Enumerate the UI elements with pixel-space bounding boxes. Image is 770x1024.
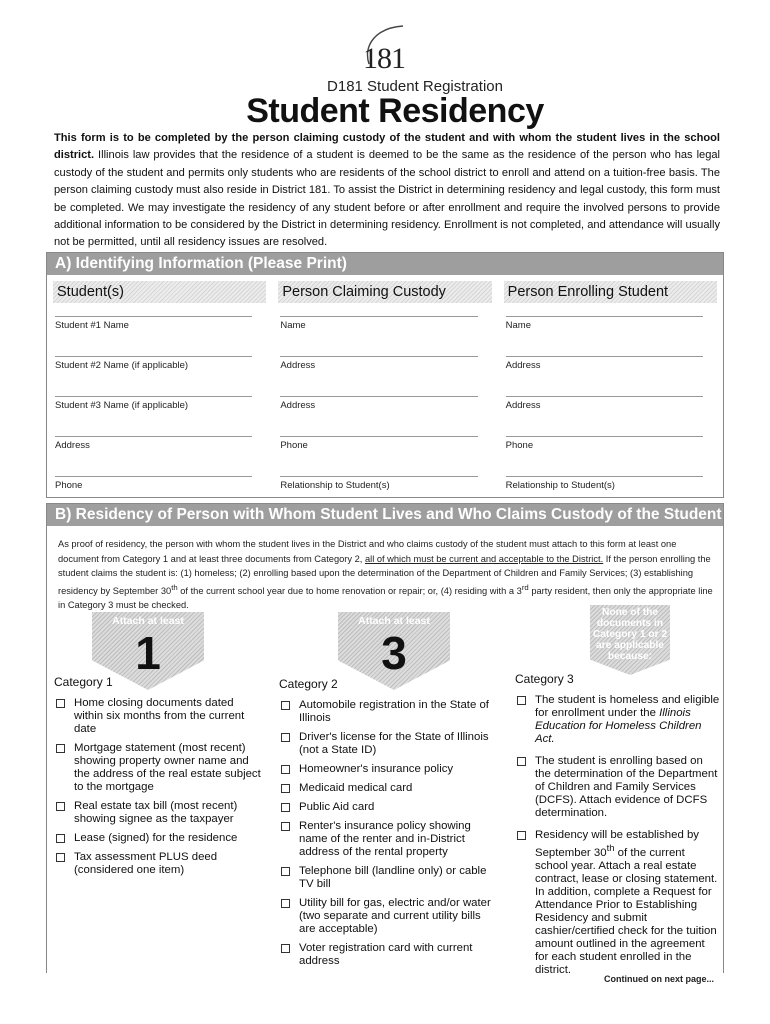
column-heading: Person Enrolling Student — [504, 281, 717, 303]
item-label: Utility bill for gas, electric and/or water (two separate and current utility bills are acceptable) — [299, 897, 491, 935]
list-item — [54, 851, 264, 877]
arrow-number: 3 — [381, 627, 407, 679]
list-item — [279, 801, 497, 814]
form-field[interactable] — [53, 307, 266, 347]
field-label: Relationship to Student(s) — [280, 480, 390, 491]
field-label: Name — [280, 320, 306, 331]
item-label — [535, 829, 720, 977]
column-heading: Person Claiming Custody — [278, 281, 491, 303]
form-field[interactable] — [278, 427, 491, 467]
item-label: The student is enrolling based on the determination of the Department of Children and Family Services (DCFS). Attach evidence of DCFS determination. — [535, 755, 718, 819]
item-label: Driver's license for the State of Illinois (not a State ID) — [299, 731, 489, 756]
custody-column — [272, 275, 497, 507]
item-text: of the current school year. Attach a real estate contract, lease or closing statement. In addition, complete a Request for Attendance Prior to Establishing Residency and submit cashier/certified check for the tuition amount outlined in the agreement for each student enrolled in the district. — [535, 846, 718, 976]
category-title: Category 2 — [279, 677, 338, 691]
form-field[interactable] — [504, 427, 717, 467]
students-column — [47, 275, 272, 507]
item-label: Voter registration card with current address — [299, 942, 473, 967]
list-item — [515, 829, 720, 977]
item-label: Tax assessment PLUS deed (considered one item) — [74, 851, 218, 876]
list-item — [279, 897, 497, 936]
continued-note: Continued on next page... — [604, 974, 714, 984]
intro-body: Illinois law provides that the residence of a student is deemed to be the same as the residence of the person who has legal custody of the student and permits only students who are residents of the school district to enroll and attend on a tuition-free basis. The person claiming custody must also reside in District 181. To assist the District in determining residency and legal custody, this form must be completed. We may investigate the residency of any student before or after enrollment and require the involved persons to provide additional information to be considered by the District in determining residency. Enrollment is not completed, and attendance will usually not be permitted, until all residency issues are resolved. — [54, 149, 721, 249]
item-label: Automobile registration in the State of Illinois — [299, 699, 489, 724]
list-item — [515, 755, 720, 820]
form-field[interactable] — [504, 347, 717, 387]
form-field[interactable] — [504, 467, 717, 507]
list-item — [54, 800, 264, 826]
checkbox[interactable] — [517, 831, 526, 840]
checkbox[interactable] — [517, 696, 526, 705]
list-item — [54, 832, 264, 845]
section-a-title: A) Identifying Information (Please Print) — [47, 253, 723, 275]
form-field[interactable] — [53, 347, 266, 387]
list-item — [279, 763, 497, 776]
field-label: Phone — [280, 440, 308, 451]
item-label: Renter's insurance policy showing name of the renter and in-District address of the rental property — [299, 820, 471, 858]
category-2 — [279, 678, 497, 974]
item-label: Public Aid card — [299, 801, 375, 813]
checkbox[interactable] — [281, 822, 290, 831]
form-field[interactable] — [278, 347, 491, 387]
field-label: Student #1 Name — [55, 320, 129, 331]
checkbox[interactable] — [281, 765, 290, 774]
field-label: Address — [505, 400, 541, 411]
list-item — [279, 699, 497, 725]
list-item — [54, 742, 264, 794]
section-b-title: B) Residency of Person with Whom Student Lives and Who Claims Custody of the Student — [47, 504, 723, 526]
category-title: Category 1 — [54, 675, 113, 689]
item-label: Telephone bill (landline only) or cable TV bill — [299, 865, 487, 890]
checkbox[interactable] — [281, 784, 290, 793]
none-applicable-text: None of the documents in Category 1 or 2 are applicable because: — [592, 607, 668, 662]
category-title: Category 3 — [515, 672, 574, 686]
instructions-underlined: all of which must be current and acceptable to the District. — [364, 553, 604, 564]
form-field[interactable] — [53, 467, 266, 507]
section-b-instructions — [58, 537, 718, 613]
checkbox[interactable] — [56, 834, 65, 843]
enrolling-column — [498, 275, 723, 507]
field-label: Student #2 Name (if applicable) — [55, 360, 189, 371]
item-text-italic: Illinois Education for Homeless Children Act. — [535, 707, 702, 745]
item-label: Lease (signed) for the residence — [74, 832, 238, 844]
checkbox[interactable] — [281, 733, 290, 742]
list-item — [279, 820, 497, 859]
intro-paragraph — [54, 130, 720, 252]
superscript: th — [606, 843, 615, 854]
list-item — [515, 694, 720, 746]
list-item — [279, 782, 497, 795]
item-label — [535, 694, 720, 746]
instructions-text: If the person enrolling the student claims the student is: (1) homeless; (2) enrolling based upon the determination of the Department of Children and Family Services; (3) establishing residency by September 30 — [58, 553, 711, 596]
list-item — [279, 865, 497, 891]
checkbox[interactable] — [56, 853, 65, 862]
checkbox[interactable] — [281, 867, 290, 876]
checkbox[interactable] — [56, 744, 65, 753]
superscript: rd — [521, 582, 529, 592]
field-label: Address — [505, 360, 541, 371]
item-label: Homeowner's insurance policy — [299, 763, 454, 775]
form-subtitle: D181 Student Registration — [327, 78, 503, 95]
item-label: Mortgage statement (most recent) showing property owner name and the address of the real estate subject to the mortgage — [74, 742, 261, 793]
field-label: Address — [280, 400, 316, 411]
field-label: Relationship to Student(s) — [505, 480, 615, 491]
district-logo — [355, 24, 415, 74]
arrow-caption: Attach at least — [112, 615, 184, 627]
checkbox[interactable] — [56, 802, 65, 811]
item-label: Medicaid medical card — [299, 782, 413, 794]
logo-number: 181 — [363, 42, 405, 75]
arrow-number: 1 — [135, 627, 161, 679]
column-heading: Student(s) — [53, 281, 266, 303]
checkbox[interactable] — [281, 899, 290, 908]
item-text: The student is homeless and eligible for enrollment under the — [535, 694, 720, 719]
field-label: Phone — [55, 480, 83, 491]
arrow-caption: Attach at least — [358, 615, 430, 627]
field-label: Address — [280, 360, 316, 371]
field-label: Phone — [505, 440, 534, 451]
list-item — [54, 697, 264, 736]
checkbox[interactable] — [56, 699, 65, 708]
list-item — [279, 942, 497, 968]
intro-bold: This form is to be completed by the person claiming custody of the student and with whom the student lives in the school district. — [54, 132, 720, 162]
form-field[interactable] — [278, 307, 491, 347]
form-field[interactable] — [53, 387, 266, 427]
page-title: Student Residency — [246, 92, 544, 130]
form-field[interactable] — [53, 427, 266, 467]
form-field[interactable] — [504, 307, 717, 347]
section-a — [46, 252, 724, 498]
checkbox[interactable] — [281, 944, 290, 953]
none-applicable-box — [590, 605, 670, 675]
form-field[interactable] — [278, 467, 491, 507]
item-label: Home closing documents dated within six months from the current date — [74, 697, 245, 735]
category-1 — [54, 676, 264, 883]
instructions-text: As proof of residency, the person with whom the student lives in the District and who claims custody of the student must attach to this form at least one document from Category 1 and at least three documents from Category 2, — [58, 539, 677, 564]
checkbox[interactable] — [281, 803, 290, 812]
instructions-text: party resident, then only the appropriate line in Category 3 must be checked. — [58, 585, 713, 611]
field-label: Student #3 Name (if applicable) — [55, 400, 189, 411]
item-text: Residency will be established by September 30 — [535, 829, 699, 859]
checkbox[interactable] — [281, 701, 290, 710]
category-3 — [515, 673, 720, 986]
instructions-text: of the current school year due to home renovation or repair; or, (4) residing with a 3 — [177, 585, 522, 596]
form-field[interactable] — [504, 387, 717, 427]
list-item — [279, 731, 497, 757]
item-label: Real estate tax bill (most recent) showing signee as the taxpayer — [74, 800, 238, 825]
field-label: Name — [505, 320, 531, 331]
superscript: th — [171, 582, 178, 592]
checkbox[interactable] — [517, 757, 526, 766]
form-field[interactable] — [278, 387, 491, 427]
field-label: Address — [55, 440, 90, 451]
